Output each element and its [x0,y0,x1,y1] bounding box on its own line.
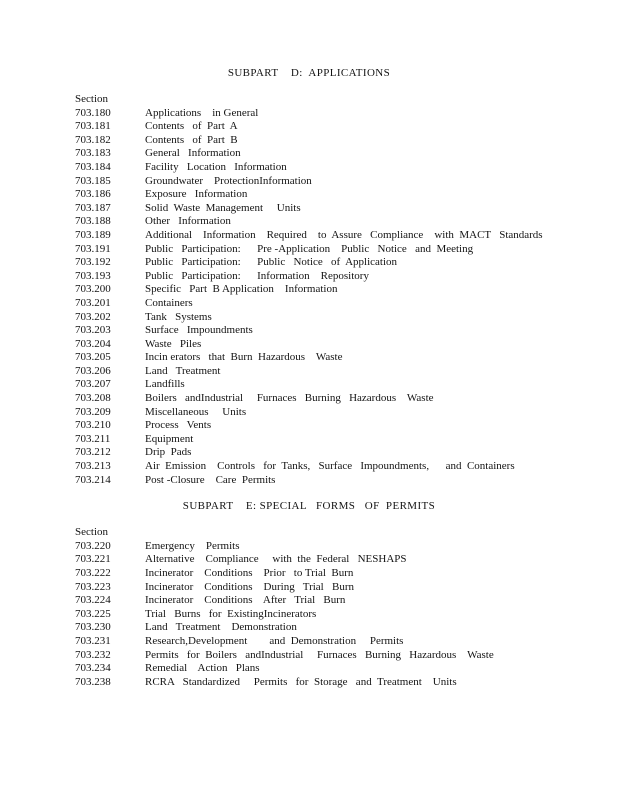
section-number: 703.185 [75,174,111,187]
section-number: 703.213 [75,460,111,473]
section-title: Land Treatment [145,364,221,377]
section-number: 703.180 [75,106,111,119]
section-number: 703.200 [75,283,111,296]
section-number: 703.186 [75,188,111,201]
toc-row [75,662,618,676]
section-number: 703.220 [75,539,111,552]
section-number: 703.188 [75,215,111,228]
section-title: Waste Piles [145,337,202,350]
toc-row [75,365,618,379]
section-title: Permits for Boilers andIndustrial Furnaces Burning Hazardous Waste [145,648,494,661]
toc-row [75,351,618,365]
section-title: Incin erators that Burn Hazardous Waste [145,351,343,364]
section-title: Groundwater ProtectionInformation [145,174,312,187]
subpart-d-section-label: Section [75,93,108,105]
toc-row [75,392,618,406]
section-number: 703.204 [75,337,111,350]
toc-row [75,567,618,581]
section-title: Containers [145,296,193,309]
section-title: Contents of Part A [145,120,238,133]
section-title: Remedial Action Plans [145,662,260,675]
section-number: 703.191 [75,242,111,255]
section-title: Alternative Compliance with the Federal NESHAPS [145,553,407,566]
toc-row [75,446,618,460]
section-number: 703.221 [75,553,111,566]
toc-row [75,419,618,433]
toc-row [75,406,618,420]
section-number: 703.205 [75,351,111,364]
section-title: Air Emission Controls for Tanks, Surface Impoundments, and Containers [145,460,515,473]
section-title: Drip Pads [145,446,192,459]
toc-row [75,202,618,216]
section-number: 703.224 [75,594,111,607]
section-number: 703.238 [75,675,111,688]
section-number: 703.202 [75,310,111,323]
section-title: RCRA Standardized Permits for Storage and Treatment Units [145,675,457,688]
section-number: 703.193 [75,269,111,282]
section-title: Miscellaneous Units [145,405,247,418]
toc-row [75,553,618,567]
toc-row [75,107,618,121]
section-number: 703.212 [75,446,111,459]
section-title: Tank Systems [145,310,212,323]
subpart-e-heading: SUBPART E: SPECIAL FORMS OF PERMITS [182,500,436,513]
section-title: Surface Impoundments [145,324,253,337]
toc-row [75,215,618,229]
subpart-d-block [75,93,618,487]
section-number: 703.234 [75,662,111,675]
toc-row [75,161,618,175]
toc-row [75,188,618,202]
section-title: Specific Part B Application Information [145,283,338,296]
toc-row [75,474,618,488]
section-title: Contents of Part B [145,133,238,146]
toc-row [75,256,618,270]
section-title: Incinerator Conditions Prior to Trial Burn [145,567,354,579]
section-title: Equipment [145,432,194,445]
section-number: 703.183 [75,147,111,160]
section-number: 703.203 [75,324,111,337]
section-title: Additional Information Required to Assure Compliance with MACT Standards [145,228,543,241]
section-title: Landfills [145,378,185,391]
toc-row [75,175,618,189]
subpart-e-section-label: Section [75,526,108,539]
toc-row [75,581,618,595]
section-title: Emergency Permits [145,539,240,552]
section-title: Research,Development and Demonstration Permits [145,634,404,647]
section-number: 703.222 [75,567,111,579]
subpart-e-list [75,540,618,690]
section-title: Post -Closure Care Permits [145,473,276,486]
section-title: Applications in General [145,106,259,119]
section-number: 703.187 [75,201,111,214]
section-number: 703.230 [75,621,111,634]
section-number: 703.182 [75,133,111,146]
subpart-e-block [75,526,618,689]
section-title: Other Information [145,215,231,228]
section-number: 703.207 [75,378,111,391]
toc-row [75,311,618,325]
section-title: Facility Location Information [145,160,287,173]
section-title: Incinerator Conditions After Trial Burn [145,594,346,607]
section-title: Boilers andIndustrial Furnaces Burning Hazardous Waste [145,392,434,405]
toc-row [75,676,618,690]
toc-row [75,378,618,392]
section-number: 703.209 [75,405,111,418]
subpart-d-list [75,107,618,488]
section-number: 703.184 [75,160,111,173]
toc-row [75,608,618,622]
section-number: 703.181 [75,120,111,133]
toc-row [75,324,618,338]
toc-row [75,243,618,257]
toc-row [75,229,618,243]
toc-row [75,338,618,352]
toc-row [75,120,618,134]
section-number: 703.211 [75,432,111,445]
subpart-d-heading: SUBPART D: APPLICATIONS [227,67,391,79]
section-number: 703.231 [75,634,111,647]
section-number: 703.208 [75,392,111,405]
section-title: Trial Burns for ExistingIncinerators [145,607,317,620]
toc-row [75,460,618,474]
section-title: General Information [145,147,241,160]
section-title: Exposure Information [145,188,248,201]
section-title: Land Treatment Demonstration [145,621,297,634]
toc-row [75,649,618,663]
section-number: 703.214 [75,473,111,486]
toc-row [75,270,618,284]
section-title: Public Participation: Public Notice of Application [145,256,398,269]
section-title: Solid Waste Management Units [145,201,301,214]
toc-row [75,134,618,148]
section-number: 703.210 [75,419,111,432]
toc-row [75,433,618,447]
toc-row [75,297,618,311]
section-number: 703.189 [75,228,111,241]
section-title: Public Participation: Pre -Application Public Notice and Meeting [145,242,474,255]
section-title: Incinerator Conditions During Trial Burn [145,580,354,593]
toc-row [75,540,618,554]
section-number: 703.223 [75,580,111,593]
section-number: 703.225 [75,607,111,620]
section-title: Process Vents [145,419,212,432]
section-number: 703.232 [75,648,111,661]
toc-row [75,621,618,635]
section-number: 703.192 [75,256,111,269]
toc-row [75,147,618,161]
toc-row [75,594,618,608]
section-number: 703.206 [75,364,111,377]
section-title: Public Participation: Information Repository [145,269,369,282]
toc-row [75,635,618,649]
toc-row [75,283,618,297]
section-number: 703.201 [75,296,111,309]
